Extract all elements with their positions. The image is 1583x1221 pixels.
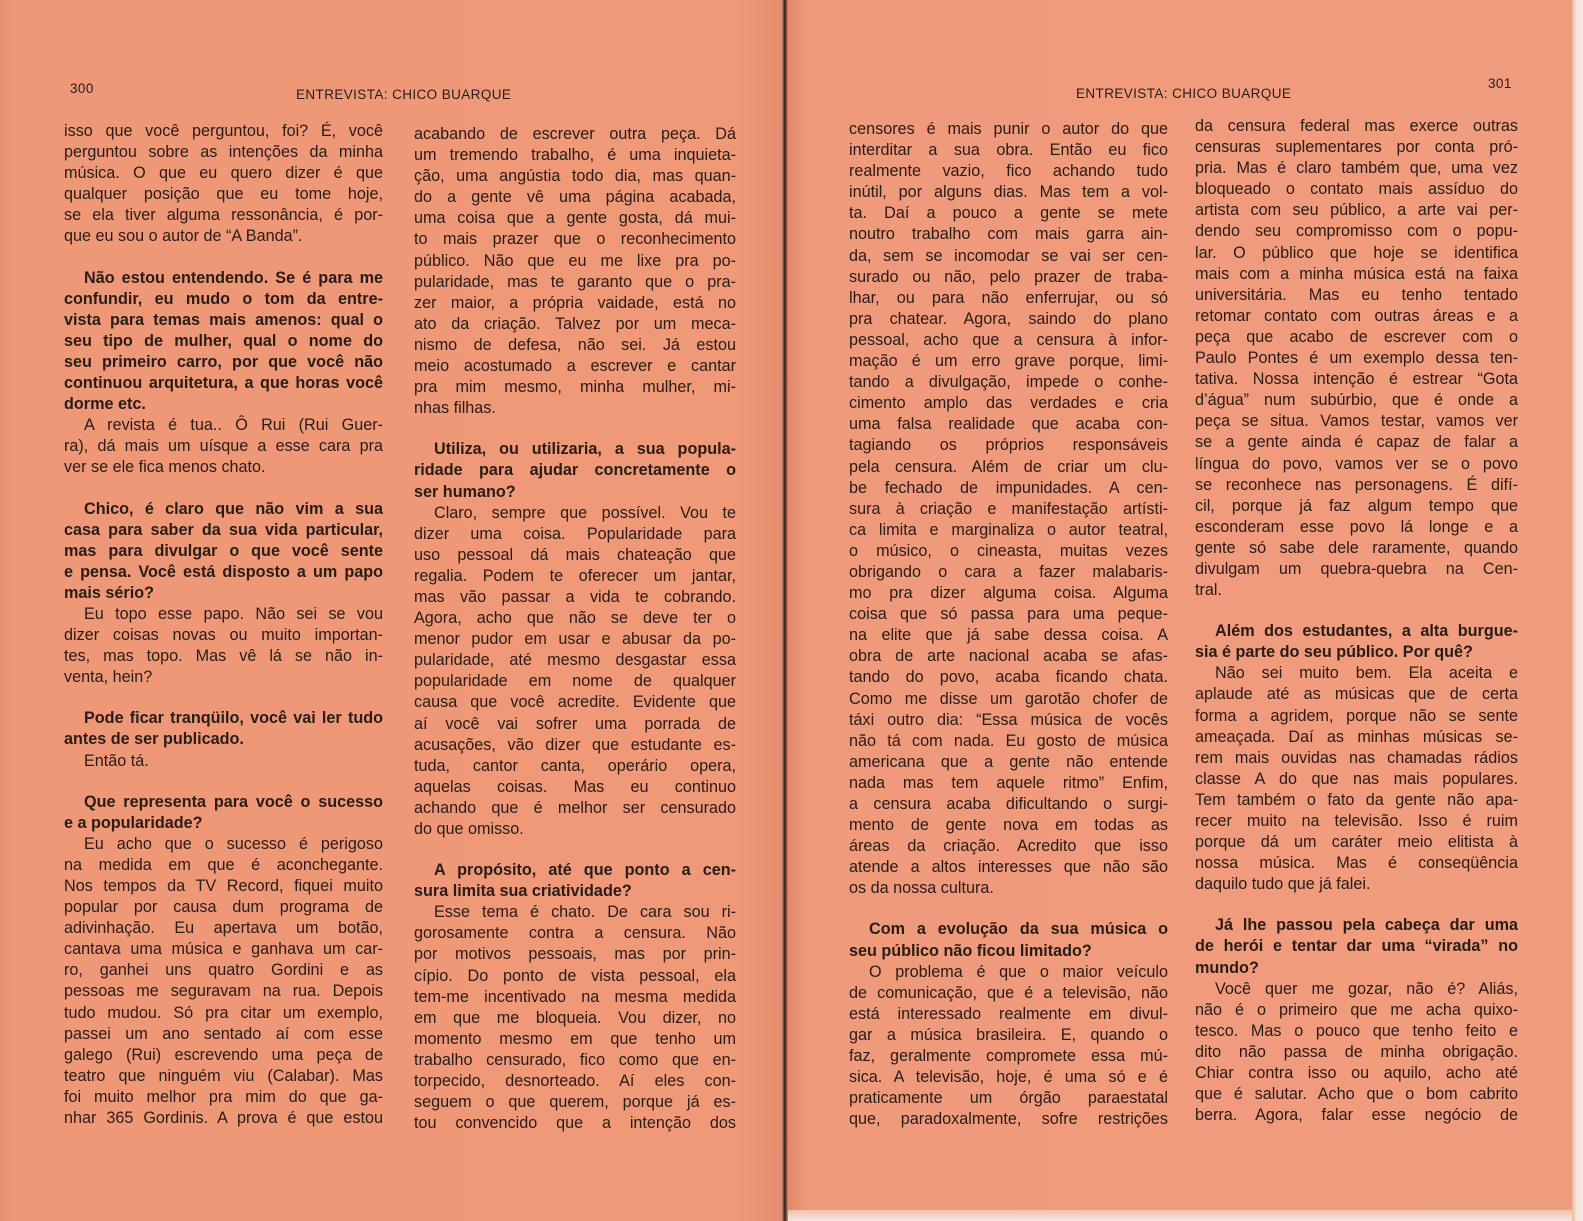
text-line: na elite que já sabe dessa coisa. A — [849, 626, 1168, 645]
text-line: ta. Daí a pouco a gente se mete — [849, 204, 1168, 223]
text-line: A revista é tua.. Ô Rui (Rui Guer- — [84, 416, 383, 435]
text-line: se ela tiver alguma ressonância, é por- — [64, 206, 383, 225]
text-line: na medida em que é aconchegante. — [64, 855, 383, 874]
text-line: do a gente vê uma página acabada, — [414, 188, 736, 207]
text-line: surado ou não, pelo prazer de traba- — [849, 267, 1168, 286]
text-line: tem-me incentivado na mesma medida — [414, 987, 736, 1006]
text-line: pularidade, até mesmo desgastar essa — [414, 651, 736, 670]
text-line: táxi outro dia: “Essa música de vocês — [849, 710, 1168, 729]
answer-paragraph — [849, 962, 1168, 1131]
text-line: um tremendo trabalho, é uma inquieta- — [414, 146, 736, 165]
text-line: foi muito melhor pra mim do que ga- — [64, 1087, 383, 1106]
text-line: mo pra dizer alguma coisa. Alguma — [849, 584, 1168, 603]
text-line: dizer uma coisa. Popularidade para — [414, 524, 736, 543]
text-line: que eu sou o autor de “A Banda”. — [64, 227, 303, 246]
text-line: rem mais ouvidas nas chamadas rádios — [1195, 748, 1518, 767]
text-line: tudo mudou. Só pra citar um exemplo, — [64, 1003, 383, 1022]
text-line: artista com seu público, a arte vai per- — [1195, 201, 1518, 220]
text-line: Chico, é claro que não vim a sua — [84, 499, 383, 518]
text-line: dendo seu compromisso com o popu- — [1195, 222, 1518, 241]
text-line: mas vão passar a vida te cobrando. — [414, 587, 736, 606]
book-spine — [782, 0, 788, 1221]
text-line: praticamente um órgão paraestatal — [849, 1089, 1168, 1108]
text-line: seu público não ficou limitado? — [849, 941, 1092, 960]
text-line: ato da criação. Talvez por um meca- — [414, 314, 736, 333]
text-line: passei um ano sentado aí com esse — [64, 1024, 383, 1043]
text-line: venta, hein? — [64, 668, 153, 687]
text-line: Não sei muito bem. Ela aceita e — [1215, 664, 1518, 683]
text-line: mação é um erro grave porque, limi- — [849, 352, 1168, 371]
answer-paragraph — [1195, 663, 1518, 895]
text-line: seguem o que querem, porque já es- — [414, 1093, 736, 1112]
text-line: faz, geralmente compromete essa mú- — [849, 1047, 1168, 1066]
text-line: de comunicação, que é a televisão, não — [849, 983, 1168, 1002]
text-line: atende a altos interesses que não são — [849, 858, 1168, 877]
text-line: seu tipo de mulher, qual o nome do — [64, 331, 383, 350]
running-header: ENTREVISTA: CHICO BUARQUE — [1076, 86, 1292, 101]
text-line: Nos tempos da TV Record, fiquei muito — [64, 877, 383, 895]
text-line: qualquer posição que eu tome hoje, — [64, 185, 383, 204]
text-line: pessoas me seguravam na rua. Depois — [64, 982, 383, 1001]
text-line: pularidade, mas te garanto que o pra- — [414, 272, 736, 291]
text-line: torpecido, desnorteado. Aí eles con- — [414, 1072, 736, 1091]
answer-paragraph — [414, 902, 736, 1134]
text-line: censuras suplementares por conta pró- — [1195, 138, 1518, 157]
text-column — [414, 124, 736, 1134]
text-line: gente só sabe dele raramente, quando — [1195, 538, 1518, 557]
page-edge — [788, 1210, 1572, 1221]
text-line: tando do povo, acaba ficando chata. — [849, 668, 1168, 687]
text-line: sica. A televisão, hoje, é uma só e é — [849, 1068, 1168, 1087]
text-line: recer muito na televisão. Isso é ruim — [1195, 812, 1518, 830]
text-line: aplaude até as músicas que de certa — [1195, 685, 1518, 704]
text-line: d’água” num subúrbio, que é onde a — [1195, 391, 1518, 410]
text-line: a censura acaba dificultando o surgi- — [849, 795, 1168, 813]
text-line: os da nossa cultura. — [849, 879, 994, 898]
question-paragraph — [849, 919, 1168, 961]
text-line: dito não passa de minha obrigação. — [1195, 1042, 1518, 1061]
answer-paragraph — [414, 503, 736, 841]
text-line: pria. Mas é claro também que, uma vez — [1195, 159, 1518, 178]
text-line: casa para saber da sua vida particular, — [64, 520, 383, 539]
answer-paragraph — [64, 415, 383, 478]
text-line: antes de ser publicado. — [64, 730, 244, 749]
text-line: Eu topo esse papo. Não sei se vou — [84, 604, 383, 623]
text-line: to mais prazer que o reconhecimento — [414, 230, 736, 249]
text-line: Com a evolução da sua música o — [869, 920, 1168, 939]
text-line: sura à criação e manifestação artísti- — [849, 499, 1168, 518]
answer-paragraph — [849, 119, 1168, 899]
text-line: O problema é que o maior veículo — [869, 962, 1168, 981]
text-line: tagiando os próprios responsáveis — [849, 436, 1168, 455]
text-line: cípio. Do ponto de vista pessoal, ela — [414, 966, 736, 985]
text-line: sura limita sua criatividade? — [414, 882, 632, 901]
text-line: obrigando o cara a fazer malabaris- — [849, 562, 1168, 581]
question-paragraph — [414, 860, 736, 902]
text-line: Já lhe passou pela cabeça dar uma — [1215, 916, 1518, 935]
text-line: mas para divulgar o que você sente — [64, 541, 383, 560]
answer-paragraph — [414, 124, 736, 419]
text-line: ca limita e marginaliza o autor teatral, — [849, 520, 1168, 539]
text-line: coisa que só passa para uma peque- — [849, 605, 1168, 624]
text-line: ra), dá mais um uísque a esse cara pra — [64, 437, 383, 456]
question-paragraph — [414, 439, 736, 502]
text-line: isso que você perguntou, foi? É, você — [64, 122, 383, 140]
text-line: uso pessoal dá mais chateação que — [414, 545, 736, 564]
text-line: Então tá. — [84, 751, 149, 770]
text-line: tando a divulgação, impede o conhe- — [849, 373, 1168, 392]
text-line: pra chatear. Agora, saindo do plano — [849, 309, 1168, 328]
text-line: ridade para ajudar concretamente o — [414, 461, 736, 480]
text-line: be fechado de impunidades. A cen- — [849, 478, 1168, 497]
text-line: dorme etc. — [64, 395, 146, 414]
text-line: peça que acabo de escrever com o — [1195, 327, 1518, 346]
question-paragraph — [64, 708, 383, 750]
page-edge — [1572, 0, 1583, 1221]
text-line: nhas filhas. — [414, 399, 496, 418]
text-line: se a gente ainda é capaz de falar a — [1195, 433, 1518, 452]
text-line: que é salutar. Acho que o bom cabrito — [1195, 1085, 1518, 1104]
page-number: 300 — [70, 81, 94, 96]
text-line: nada mas tem aquele ritmo” Enfim, — [849, 773, 1168, 792]
running-header: ENTREVISTA: CHICO BUARQUE — [296, 87, 512, 102]
text-line: Esse tema é chato. De cara sou ri- — [434, 903, 736, 922]
text-line: nossa música. Mas é conseqüência — [1195, 854, 1518, 873]
text-line: meio acostumado a escrever e cantar — [414, 357, 736, 376]
text-line: tes, mas topo. Mas vê lá se não in- — [64, 647, 383, 666]
text-line: obra de arte nacional acaba se afas- — [849, 647, 1168, 666]
text-line: regalia. Podem te oferecer um jantar, — [414, 566, 736, 585]
text-line: adivinhação. Eu apertava um botão, — [64, 919, 383, 938]
text-line: ver se ele fica menos chato. — [64, 458, 266, 477]
text-line: inútil, por alguns dias. Mas tem a vol- — [849, 183, 1168, 202]
text-line: esconderam esse povo lá longe e a — [1195, 517, 1518, 536]
text-line: pessoal, acho que a censura à infor- — [849, 330, 1168, 349]
text-line: berra. Agora, falar esse negócio de — [1195, 1106, 1518, 1125]
text-line: seu primeiro carro, por que você não — [64, 352, 383, 371]
text-line: forma a agridem, porque não se sente — [1195, 706, 1518, 725]
text-line: peça se situa. Vamos testar, vamos ver — [1195, 412, 1518, 431]
question-paragraph — [64, 792, 383, 834]
text-line: pela censura. Além de criar um clu- — [849, 457, 1168, 476]
text-line: pra mim mesmo, minha mulher, mi- — [414, 378, 736, 397]
text-line: tou convencido que a intenção dos — [414, 1114, 736, 1133]
text-line: se reconhece nas personagens. É difí- — [1195, 475, 1518, 494]
question-paragraph — [1195, 621, 1518, 663]
text-line: galego (Rui) escrevendo uma peça de — [64, 1045, 383, 1064]
text-line: lhar, ou para não enferrujar, ou só — [849, 288, 1168, 307]
text-line: Claro, sempre que possível. Vou te — [434, 503, 736, 522]
text-line: não tá com nada. Eu gosto de música — [849, 731, 1168, 750]
text-line: em que me bloqueia. Vou dizer, no — [414, 1008, 736, 1027]
text-line: de herói e tentar dar uma “virada” no — [1195, 937, 1518, 956]
text-line: acusações, vão dizer que estudante es- — [414, 735, 736, 754]
text-line: Chiar contra isso ou aquilo, acho até — [1195, 1064, 1518, 1083]
text-line: ser humano? — [414, 482, 516, 501]
text-line: achando que é melhor ser censurado — [414, 798, 736, 817]
text-line: uma coisa que a gente gosta, dá mui- — [414, 209, 736, 228]
text-line: Paulo Pontes é um exemplo dessa ten- — [1195, 349, 1518, 368]
text-line: o músico, o cineasta, muitas vezes — [849, 541, 1168, 560]
text-line: da censura federal mas exerce outras — [1195, 117, 1518, 135]
text-line: mais com a minha música está na faixa — [1195, 264, 1518, 283]
text-line: A propósito, até que ponto a cen- — [434, 861, 736, 880]
question-paragraph — [1195, 915, 1518, 978]
answer-paragraph — [1195, 116, 1518, 601]
text-line: Pode ficar tranqüilo, você vai ler tudo — [84, 709, 383, 728]
text-line: cantava uma música e ganhava um car- — [64, 940, 383, 959]
answer-paragraph — [64, 121, 383, 248]
text-line: sia é parte do seu público. Por quê? — [1195, 643, 1473, 662]
text-line: causa que você acredite. Evidente que — [414, 693, 736, 712]
text-line: Que representa para você o sucesso — [84, 792, 383, 811]
text-line: popular por causa dum programa de — [64, 898, 383, 917]
text-line: continuou arquitetura, a que horas você — [64, 374, 383, 393]
text-column — [849, 119, 1168, 1130]
text-line: Você quer me gozar, não é? Aliás, — [1215, 979, 1518, 998]
text-line: Além dos estudantes, a alta burgue- — [1215, 622, 1518, 641]
text-line: está interessado realmente em divul- — [849, 1004, 1168, 1023]
text-line: realmente vazio, fico achando tudo — [849, 162, 1168, 181]
text-line: cimento amplo das verdades e cria — [849, 394, 1168, 413]
text-line: e pensa. Você está disposto a um papo — [64, 562, 383, 581]
text-line: língua do povo, vamos ver se o povo — [1195, 454, 1518, 473]
text-line: noutro trabalho com mais garra ain- — [849, 225, 1168, 244]
text-line: aí você vai sofrer uma porrada de — [414, 714, 736, 733]
text-line: não é o primeiro que me acha quixo- — [1195, 1000, 1518, 1019]
text-line: confundir, eu mudo o tom da entre- — [64, 289, 383, 308]
text-line: ameaçada. Daí as minhas músicas se- — [1195, 727, 1518, 746]
text-column — [1195, 116, 1518, 1126]
text-line: universitária. Mas eu tenho tentado — [1195, 285, 1518, 304]
text-line: por motivos pessoais, mas por prin- — [414, 945, 736, 964]
answer-paragraph — [1195, 979, 1518, 1127]
text-line: tesco. Mas o pouco que tenho feito e — [1195, 1021, 1518, 1040]
text-line: cil, porque já faz algum tempo que — [1195, 496, 1518, 515]
text-line: Tem também o fato da gente não apa- — [1195, 790, 1518, 809]
text-line: gar a música brasileira. E, quando o — [849, 1025, 1168, 1044]
answer-paragraph — [64, 604, 383, 688]
text-line: dizer coisas novas ou muito importan- — [64, 626, 383, 645]
text-line: interditar a sua obra. Então eu fico — [849, 141, 1168, 160]
question-paragraph — [64, 268, 383, 416]
answer-paragraph — [64, 834, 383, 1129]
text-line: trabalho censurado, fico como que en- — [414, 1050, 736, 1069]
text-line: gorosamente contra a censura. Não — [414, 924, 736, 943]
text-line: mais sério? — [64, 583, 154, 602]
text-line: mento de gente nova em todas as — [849, 816, 1168, 835]
text-line: nismo de defesa, não sei. Já estou — [414, 335, 736, 354]
text-line: uma falsa realidade que acaba con- — [849, 415, 1168, 434]
answer-paragraph — [64, 751, 383, 772]
text-line: bloqueado o contato mais assíduo do — [1195, 180, 1518, 199]
text-line: tativa. Nossa intenção é estrear “Gota — [1195, 370, 1518, 389]
text-line: Não estou entendendo. Se é para me — [84, 268, 383, 287]
text-line: ro, ganhei uns quatro Gordini e as — [64, 961, 383, 980]
text-line: popularidade em nome de qualquer — [414, 672, 736, 691]
text-line: ção, uma angústia todo dia, mas quan- — [414, 167, 736, 186]
text-line: da, sem se incomodar se vai ser cen- — [849, 246, 1168, 265]
text-line: divulgam um quebra-quebra na Cen- — [1195, 559, 1518, 578]
text-line: Eu acho que o sucesso é perigoso — [84, 834, 383, 853]
text-line: perguntou sobre as intenções da minha — [64, 143, 383, 162]
text-line: público. Não que eu me lixe pra po- — [414, 251, 736, 270]
text-line: daquilo tudo que já falei. — [1195, 875, 1371, 894]
page-number: 301 — [1488, 76, 1512, 91]
text-line: momento mesmo em que tenho um — [414, 1029, 736, 1048]
text-line: música. O que eu quero dizer é que — [64, 164, 383, 183]
text-line: teatro que ninguém viu (Calabar). Mas — [64, 1066, 383, 1085]
text-line: do que omisso. — [414, 820, 524, 838]
text-line: que, paradoxalmente, sofre restrições — [849, 1110, 1168, 1129]
text-line: e a popularidade? — [64, 813, 203, 832]
text-line: tuda, cantor canta, operário opera, — [414, 756, 736, 775]
question-paragraph — [64, 499, 383, 604]
text-line: lar. O público que hoje se identifica — [1195, 243, 1518, 262]
text-line: americana que a gente não entende — [849, 752, 1168, 771]
text-line: porque dá um caráter meio elitista à — [1195, 833, 1518, 852]
text-column — [64, 121, 383, 1129]
text-line: menor pudor em usar e abusar da po- — [414, 630, 736, 649]
text-line: retomar contato com outras áreas e a — [1195, 306, 1518, 325]
text-line: Agora, acho que não se deve ter o — [414, 609, 736, 628]
text-line: classe A do que nas mais populares. — [1195, 769, 1518, 788]
text-line: censores é mais punir o autor do que — [849, 120, 1168, 138]
text-line: Utiliza, ou utilizaria, a sua popula- — [434, 440, 736, 459]
text-line: áreas da criação. Acredito que isso — [849, 837, 1168, 856]
text-line: mundo? — [1195, 958, 1259, 977]
text-line: aquelas coisas. Mas eu continuo — [414, 777, 736, 796]
text-line: vista para temas mais amenos: qual o — [64, 310, 383, 329]
text-line: nhar 365 Gordinis. A prova é que estou — [64, 1109, 383, 1128]
text-line: zer maior, a própria vaidade, está no — [414, 293, 736, 312]
text-line: Como me disse um garotão chofer de — [849, 689, 1168, 708]
text-line: tral. — [1195, 581, 1222, 600]
text-line: acabando de escrever outra peça. Dá — [414, 125, 736, 143]
